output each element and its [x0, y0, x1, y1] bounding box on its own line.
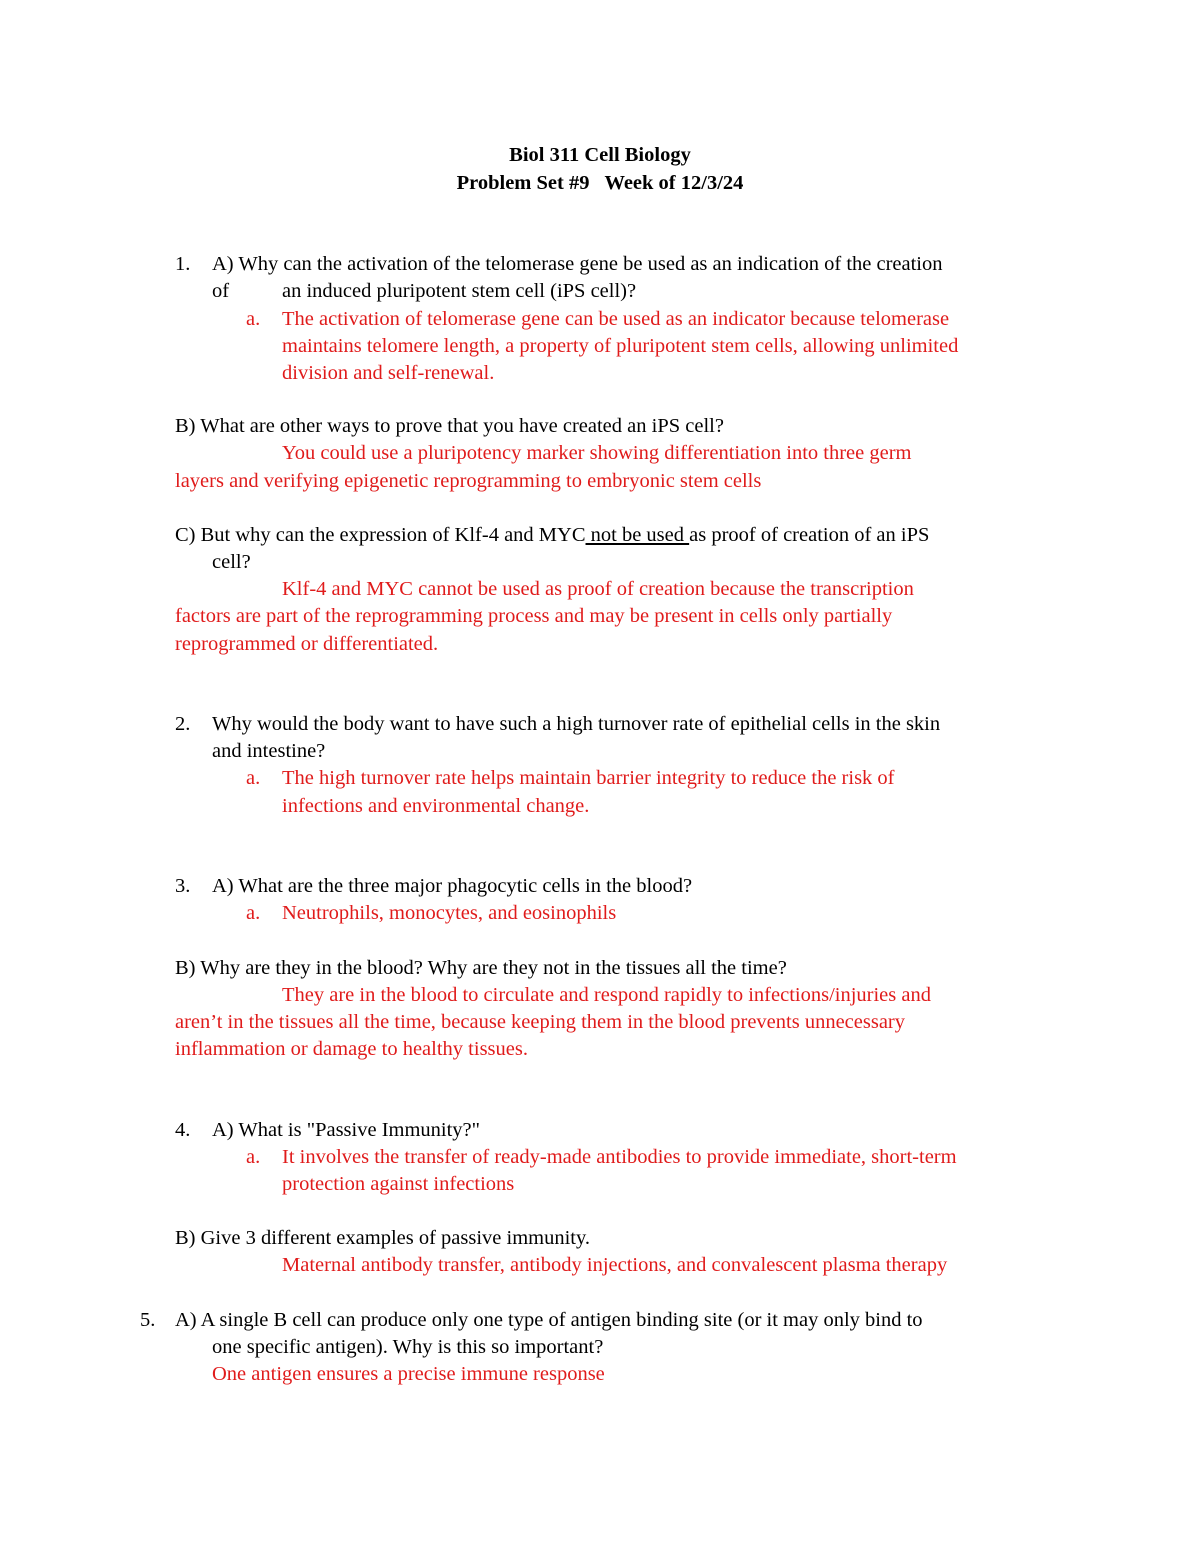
- question-text: A) What is "Passive Immunity?": [212, 1119, 481, 1141]
- answer-marker: a.: [246, 308, 261, 330]
- answer-text: Maternal antibody transfer, antibody injections, and convalescent plasma therapy: [282, 1254, 948, 1276]
- question-text-part: C) But why can the expression of Klf-4 and MYC: [175, 524, 586, 546]
- question-number: 3.: [175, 875, 191, 897]
- answer-text: protection against infections: [282, 1173, 515, 1195]
- answer-text: They are in the blood to circulate and respond rapidly to infections/injuries and: [282, 984, 931, 1006]
- document-subtitle: Problem Set #9 Week of 12/3/24: [456, 172, 744, 194]
- question-text: Why would the body want to have such a high turnover rate of epithelial cells in the skin: [212, 713, 941, 735]
- question-text: an induced pluripotent stem cell (iPS cell)?: [282, 280, 637, 302]
- question-text: A) Why can the activation of the telomerase gene be used as an indication of the creation: [212, 253, 943, 275]
- question-text: and intestine?: [212, 740, 326, 762]
- answer-text: infections and environmental change.: [282, 795, 590, 817]
- question-text-part: as proof of creation of an iPS: [689, 524, 930, 546]
- question-number: 5.: [140, 1309, 156, 1331]
- answer-text: reprogrammed or differentiated.: [175, 633, 439, 655]
- answer-text: layers and verifying epigenetic reprogramming to embryonic stem cells: [175, 470, 762, 492]
- question-text: B) Why are they in the blood? Why are they not in the tissues all the time?: [175, 957, 787, 979]
- question-text: one specific antigen). Why is this so important?: [212, 1336, 604, 1358]
- document-title: Biol 311 Cell Biology: [509, 144, 691, 166]
- question-number: 4.: [175, 1119, 191, 1141]
- question-text: B) Give 3 different examples of passive immunity.: [175, 1227, 591, 1249]
- answer-text: factors are part of the reprogramming process and may be present in cells only partially: [175, 605, 893, 627]
- answer-marker: a.: [246, 902, 261, 924]
- underlined-emphasis: not be used: [585, 524, 690, 546]
- answer-text: maintains telomere length, a property of pluripotent stem cells, allowing unlimited: [282, 335, 959, 357]
- question-text: of: [212, 280, 230, 302]
- answer-text: You could use a pluripotency marker showing differentiation into three germ: [282, 442, 912, 464]
- question-text: cell?: [212, 551, 251, 573]
- question-text: A) What are the three major phagocytic cells in the blood?: [212, 875, 693, 897]
- question-text: A) A single B cell can produce only one type of antigen binding site (or it may only bind to: [175, 1309, 923, 1331]
- question-number: 2.: [175, 713, 191, 735]
- answer-text: Klf-4 and MYC cannot be used as proof of creation because the transcription: [282, 578, 914, 600]
- answer-text: aren’t in the tissues all the time, because keeping them in the blood prevents unnecessary: [175, 1011, 906, 1033]
- answer-marker: a.: [246, 767, 261, 789]
- answer-text: division and self-renewal.: [282, 362, 495, 384]
- answer-text: The high turnover rate helps maintain barrier integrity to reduce the risk of: [282, 767, 895, 789]
- answer-text: One antigen ensures a precise immune response: [212, 1363, 605, 1385]
- question-number: 1.: [175, 253, 191, 275]
- answer-text: The activation of telomerase gene can be used as an indicator because telomerase: [282, 308, 950, 330]
- answer-text: inflammation or damage to healthy tissues.: [175, 1038, 528, 1060]
- question-text: [175, 522, 929, 549]
- question-text: B) What are other ways to prove that you have created an iPS cell?: [175, 415, 724, 437]
- answer-marker: a.: [246, 1146, 261, 1168]
- answer-text: Neutrophils, monocytes, and eosinophils: [282, 902, 617, 924]
- answer-text: It involves the transfer of ready-made antibodies to provide immediate, short-term: [282, 1146, 957, 1168]
